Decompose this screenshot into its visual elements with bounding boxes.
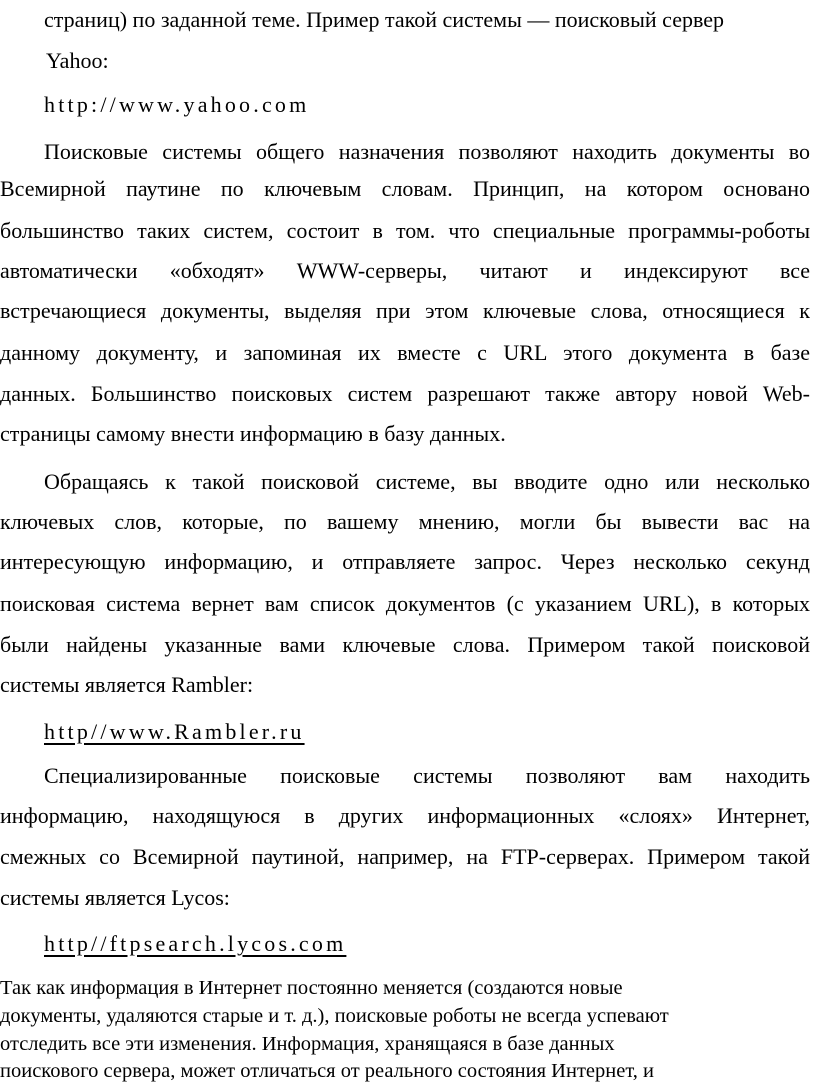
paragraph-line: Так как информация в Интернет постоянно меняется (создаются новые xyxy=(0,977,623,999)
paragraph-line: поисковая система вернет вам список документов (с указанием URL), в которых xyxy=(0,591,810,616)
paragraph-line: отследить все эти изменения. Информация, хранящаяся в базе данных xyxy=(0,1033,615,1055)
paragraph-line: смежных со Всемирной паутиной, например, на FTP-серверах. Примером такой xyxy=(0,844,810,869)
paragraph-line: поискового сервера, может отличаться от реального состояния Интернет, и xyxy=(0,1060,654,1082)
url-rambler[interactable]: http//www.Rambler.ru xyxy=(44,719,305,744)
paragraph-line: были найдены указанные вами ключевые слова. Примером такой поисковой xyxy=(0,632,810,657)
paragraph-line: страницы самому внести информацию в базу данных. xyxy=(0,421,506,446)
paragraph-line: интересующую информацию, и отправляете запрос. Через несколько секунд xyxy=(0,549,810,574)
paragraph-line: Обращаясь к такой поисковой системе, вы вводите одно или несколько xyxy=(44,469,810,494)
paragraph-line: встречающиеся документы, выделяя при этом ключевые слова, относящиеся к xyxy=(0,298,810,323)
url-lycos[interactable]: http//ftpsearch.lycos.com xyxy=(44,931,347,956)
text-line: Yahoo: xyxy=(46,48,109,73)
paragraph-line: данному документу, и запоминая их вместе с URL этого документа в базе xyxy=(0,340,810,365)
url-yahoo[interactable]: http://www.yahoo.com xyxy=(44,92,310,117)
paragraph-line: большинство таких систем, состоит в том. что специальные программы-роботы xyxy=(0,218,810,243)
paragraph-line: Поисковые системы общего назначения позволяют находить документы во xyxy=(44,139,810,164)
paragraph-line: информацию, находящуюся в других информационных «слоях» Интернет, xyxy=(0,803,810,828)
paragraph-line: системы является Lycos: xyxy=(0,885,230,910)
text-line: страниц) по заданной теме. Пример такой системы — поисковый сервер xyxy=(44,7,725,32)
paragraph-line: Специализированные поисковые системы позволяют вам находить xyxy=(44,763,810,788)
paragraph-line: Всемирной паутине по ключевым словам. Принцип, на котором основано xyxy=(0,176,810,201)
paragraph-line: документы, удаляются старые и т. д.), поисковые роботы не всегда успевают xyxy=(0,1005,669,1027)
paragraph-line: системы является Rambler: xyxy=(0,672,254,697)
paragraph-line: ключевых слов, которые, по вашему мнению, могли бы вывести вас на xyxy=(0,509,810,534)
paragraph-line: автоматически «обходят» WWW-серверы, читают и индексируют все xyxy=(0,258,810,283)
paragraph-line: данных. Большинство поисковых систем разрешают также автору новой Web- xyxy=(0,381,810,406)
